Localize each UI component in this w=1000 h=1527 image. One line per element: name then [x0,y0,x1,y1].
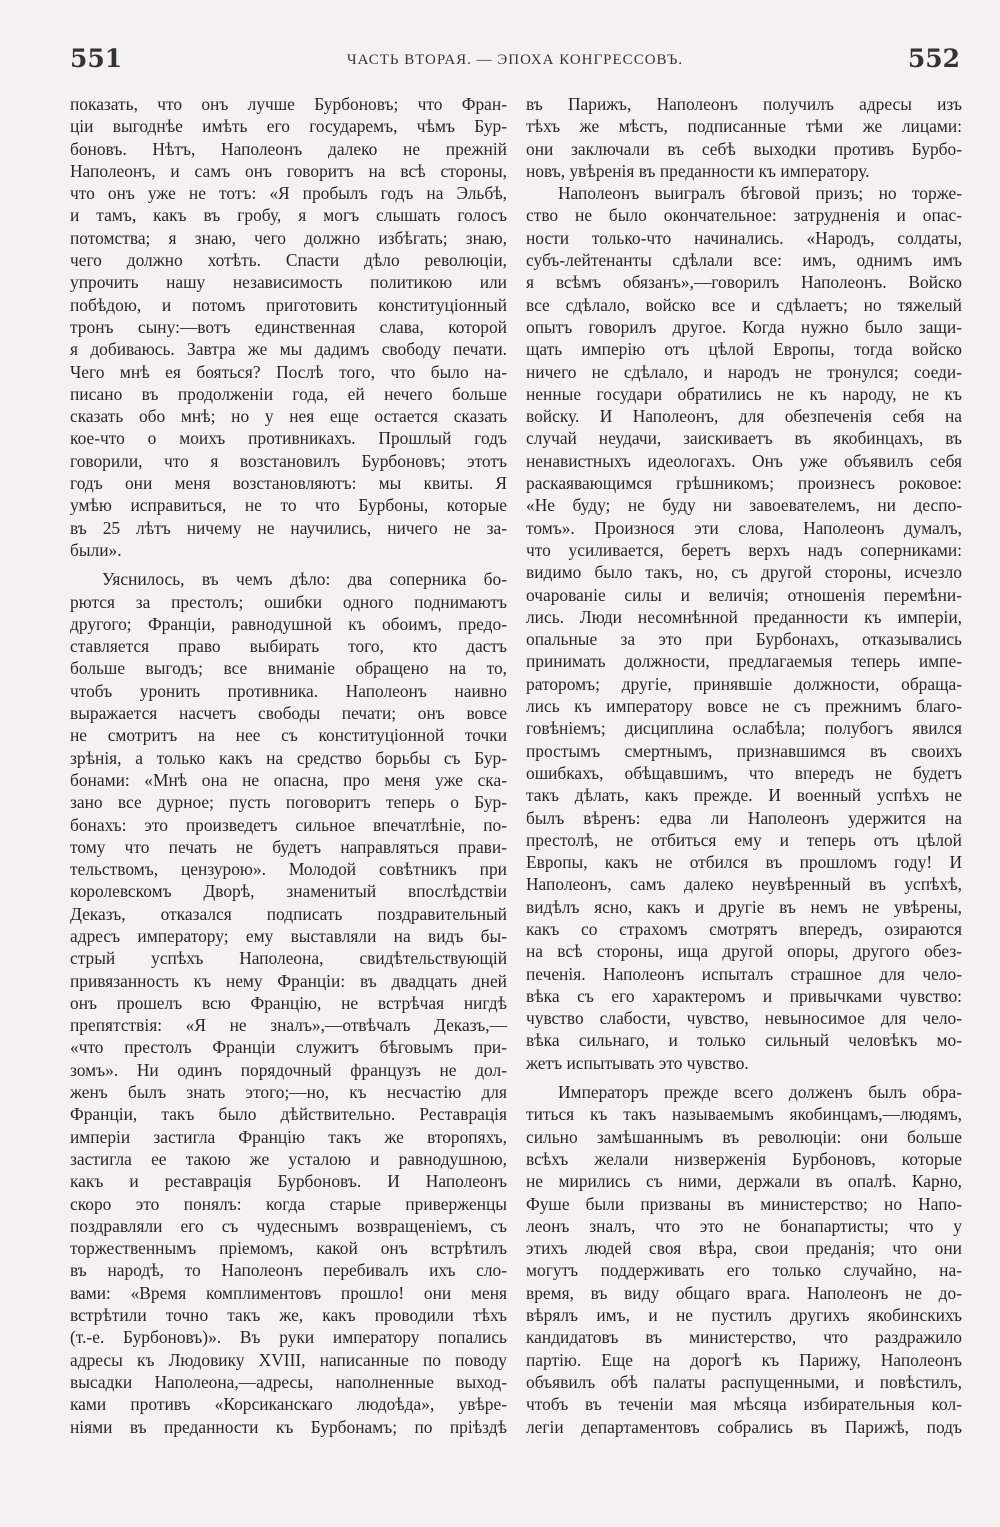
text-line: жетъ испытывать это чувство. [526,1052,749,1073]
text-line: потомства; я знаю, чего должно избѣгать; знаю, [70,227,507,248]
text-line: въ Парижъ, Наполеонъ получилъ адресы изъ [526,94,962,114]
text-line: опальные за это при Бурбонахъ, отказывались [526,629,962,650]
text-line: субъ-лейтенанты сдѣлали все: имъ, однимъ имъ [526,250,962,271]
text-line: зомъ». Ни одинъ порядочный французъ не дол- [70,1059,507,1080]
text-line: они заключали въ себѣ выходки противъ Бурбо- [526,138,962,159]
text-line: что усиливается, беретъ верхъ надъ соперниками: [526,539,962,560]
text-line: принимать должности, предлагаемыя теперь импе- [526,651,962,672]
text-line: бонами: «Мнѣ она не опасна, про меня уже ска- [70,769,507,790]
text-line: торжественнымъ пріемомъ, какой онъ встрѣтилъ [70,1238,507,1259]
text-line: были». [70,539,122,560]
text-line: ненные государи обратились не къ народу, не къ [526,383,962,404]
text-line: годъ они меня возстановляютъ: мы квиты. Я [70,473,507,494]
text-line: тому что печать не будетъ направляться прави- [70,836,507,857]
text-line: ками противъ «Корсиканскаго людоѣда», увѣре- [70,1394,507,1415]
running-header [70,44,960,84]
text-line: зрѣнія, а только какъ на средство борьбы съ Бур- [70,747,507,768]
text-line: адресъ императору; ему выставляли на видъ бы- [70,925,507,946]
text-line: Чего мнѣ ея бояться? Послѣ того, что было на- [70,361,507,382]
text-line: новъ, увѣренія въ преданности къ императору. [526,160,870,181]
text-line: выражается насчетъ свободы печати; онъ вовсе [70,703,507,724]
text-line: печенія. Наполеонъ испыталъ страшное для чело- [526,963,962,984]
text-line: и тамъ, какъ въ гробу, я могъ слышать голосъ [70,205,507,226]
text-line: высадки Наполеона,—адресы, наполненные выход- [70,1371,507,1392]
text-line: показать, что онъ лучше Бурбоновъ; что Фран- [70,94,507,114]
text-line: поздравляли его съ чудеснымъ возвращеніемъ, съ [70,1215,507,1236]
text-line: объявилъ обѣ палаты распущенными, и повѣстилъ, [526,1371,962,1392]
text-line: говѣніемъ; дисциплина ослабѣла; полубогъ явился [526,718,962,739]
text-line: застигла ее такою же усталою и равнодушною, [70,1148,507,1169]
text-line: лись. Люди несомнѣнной преданности къ имперіи, [526,606,962,627]
text-line: побѣдою, и потомъ приготовить конституціонный [70,294,507,315]
text-line: имперіи застигла Францію такъ же второпяхъ, [70,1126,507,1147]
text-line: щать имперію отъ цѣлой Европы, тогда войско [526,339,962,360]
text-line: писано въ продолженіи года, ей нечего больше [70,383,507,404]
right-text-column [526,93,962,1438]
text-line: Наполеонъ, и самъ онъ говоритъ на всѣ стороны, [70,160,507,181]
text-line: время, въ виду общаго врага. Наполеонъ не до- [526,1282,962,1303]
text-line: ненавистныхъ идеологахъ. Онъ уже объявилъ себя [526,450,962,471]
text-line: какъ и реставрація Бурбоновъ. И Наполеонъ [70,1171,507,1192]
text-line: тельствомъ, цензурою». Молодой совѣтникъ при [70,859,507,880]
text-line: королевскомъ Дворѣ, знаменитый впослѣдствіи [70,881,507,902]
text-line: ставляется право выбирать того, кто дастъ [70,636,507,657]
text-line: «что престолъ Франціи служитъ бѣговымъ при- [70,1037,507,1058]
left-text-column [70,93,507,1438]
text-line: чувство слабости, чувство, невыносимое для чело- [526,1008,962,1029]
text-line: (т.-е. Бурбоновъ)». Въ руки императору попались [70,1327,507,1348]
text-line: чтобъ уронить противника. Наполеонъ наивно [70,680,507,701]
text-line: я добиваюсь. Завтра же мы дадимъ свободу печати. [70,339,507,360]
text-line: встрѣтили точно такъ же, какъ проводили тѣхъ [70,1305,507,1326]
text-line: препятствія: «Я не зналъ»,—отвѣчалъ Деказъ,— [70,1015,507,1036]
text-line: былъ вѣренъ: едва ли Наполеонъ удержится на [526,807,962,828]
text-line: умѣю исправиться, не то что Бурбоны, которые [70,495,507,516]
text-line: больше выгодъ; все вниманіе обращено на то, [70,658,507,679]
text-line: въ народѣ, то Наполеонъ перебивалъ ихъ сло- [70,1260,507,1281]
text-line: Европы, какъ не отбился въ прошломъ году! И [526,852,962,873]
text-line: Фуше были призваны въ министерство; но Напо- [526,1193,962,1214]
text-line: ности только-что начинались. «Народъ, солдаты, [526,227,962,248]
text-line: титься къ такъ называемымъ якобинцамъ,—людямъ, [526,1104,962,1125]
text-line: на всѣ стороны, ища другой опоры, другого обез- [526,941,962,962]
text-line: видимо было такъ, но, съ другой стороны, исчезло [526,562,962,583]
text-line: раскаявающимся грѣшникомъ; произнесъ роковое: [526,473,962,494]
text-line: «Не буду; не буду ни завоевателемъ, ни деспо- [526,495,962,516]
text-line: зано все дурное; пусть поговоритъ теперь о Бур- [70,792,507,813]
text-line: раторомъ; другіе, принявшіе должности, обраща- [526,673,962,694]
text-line: упрочить нашу независимость политикою или [70,272,507,293]
text-line: случай неудачи, заискиваетъ въ якобинцахъ, въ [526,428,962,449]
text-line: леонъ зналъ, что это не бонапартисты; что у [526,1215,962,1236]
text-line: боновъ. Нѣтъ, Наполеонъ далеко не прежній [70,138,507,159]
text-line: такъ дѣлать, какъ прежде. И военный успѣхъ не [526,785,962,806]
page-number-right: 552 [907,44,960,73]
text-line: я всѣмъ обязанъ»,—говорилъ Наполеонъ. Войско [526,272,962,293]
text-line: кое-что о моихъ противникахъ. Прошлый годъ [70,428,507,449]
text-line: въ 25 лѣтъ ничему не научились, ничего не за- [70,517,507,538]
text-line: престолѣ, не отбиться ему и теперь отъ цѣлой [526,829,962,850]
text-line: тѣхъ же мѣстъ, подписанные тѣми же лицами: [526,116,962,137]
text-line: стрый успѣхъ Наполеона, свидѣтельствующій [70,948,507,969]
text-line: ство не было окончательное: затрудненія и опас- [526,205,962,226]
text-line: тронъ сыну:—вотъ единственная слава, которой [70,316,507,337]
text-line: кандидатовъ въ министерство, что раздражило [526,1327,962,1348]
text-line: вѣка сильнаго, и только сильный человѣкъ мо- [526,1030,962,1051]
text-line: Императоръ прежде всего долженъ былъ обра- [558,1082,962,1103]
text-line: видѣлъ ясно, какъ и другіе въ немъ не увѣрены, [526,896,962,917]
text-line: партію. Еще на дорогѣ къ Парижу, Наполеонъ [526,1349,962,1370]
text-line: всѣхъ желали низверженія Бурбоновъ, которые [526,1148,962,1169]
text-line: что онъ уже не тотъ: «Я пробылъ годъ на Эльбѣ, [70,183,507,204]
text-line: женъ былъ знать этого;—но, къ несчастію для [70,1082,507,1103]
text-line: вѣка съ его характеромъ и привычками чувство: [526,985,962,1006]
text-line: все сдѣлало, войско все и сдѣлаетъ; но тяжелый [526,294,962,315]
text-line: вѣрялъ имъ, и не пустилъ другихъ якобинскихъ [526,1305,962,1326]
text-line: другого; Франціи, равнодушной къ обоимъ, предо- [70,613,507,634]
text-line: простымъ смертнымъ, признавшимся въ своихъ [526,740,962,761]
text-line: Наполеонъ выигралъ бѣговой призъ; но торже- [558,183,962,204]
text-line: очарованіе силы и величія; отношенія перемѣни- [526,584,962,605]
text-line: адресы къ Людовику XVIII, написанные по поводу [70,1349,507,1370]
text-line: сильно замѣшаннымъ въ революціи: они больше [526,1126,962,1147]
text-line: скоро это понялъ: когда старые приверженцы [70,1193,507,1214]
text-line: легіи департаментовъ собрались въ Парижѣ, подъ [526,1416,962,1437]
text-line: сказать обо мнѣ; но у нея еще остается сказать [70,406,507,427]
text-line: Наполеонъ, самъ далеко неувѣренный въ успѣхѣ, [526,874,962,895]
running-title: ЧАСТЬ ВТОРАЯ. — ЭПОХА КОНГРЕССОВЪ. [346,52,684,68]
text-line: ніями въ преданности къ Бурбонамъ; по пріѣздѣ [70,1416,507,1437]
text-line: войску. И Наполеонъ, для обезпеченія себя на [526,406,962,427]
text-line: Деказъ, отказался подписать поздравительный [70,903,507,924]
text-line: не мирились съ ними, держали въ опалѣ. Карно, [526,1171,962,1192]
text-line: томъ». Произнося эти слова, Наполеонъ думалъ, [526,517,962,538]
text-line: чего должно хотѣть. Спасти дѣло революціи, [70,250,507,271]
paragraph-gap [70,561,507,568]
text-line: этихъ людей своя вѣра, свои преданія; что они [526,1238,962,1259]
text-line: рются за престолъ; ошибки одного поднимаютъ [70,591,507,612]
page-number-left: 551 [70,44,123,73]
text-line: чтобъ въ теченіи мая мѣсяца избирательныя кол- [526,1394,962,1415]
paragraph-gap [526,1074,962,1081]
text-line: ціи выгоднѣе имѣть его государемъ, чѣмъ Бур- [70,116,507,137]
text-line: какъ со страхомъ смотрятъ впередъ, озираются [526,918,962,939]
text-line: не смотритъ на нее съ конституціонной точки [70,725,507,746]
text-line: могутъ поддерживать его только случайно, на- [526,1260,962,1281]
text-line: ничего не сдѣлало, и народъ не тронулся; соеди- [526,361,962,382]
text-line: лись къ императору вовсе не съ прежнимъ благо- [526,696,962,717]
text-line: опытъ говорилъ другое. Когда нужно было защи- [526,316,962,337]
text-line: Франціи, такъ было дѣйствительно. Реставрація [70,1104,507,1125]
text-line: онъ прошелъ всю Францію, не встрѣчая нигдѣ [70,992,507,1013]
text-line: Уяснилось, въ чемъ дѣло: два соперника бо- [102,569,507,590]
text-line: привязанность къ нему Франціи: въ двадцать дней [70,970,507,991]
text-line: ошибкахъ, обѣщавшимъ, что впередъ не будетъ [526,762,962,783]
text-line: говорили, что я возстановилъ Бурбоновъ; этотъ [70,450,507,471]
text-line: вами: «Время комплиментовъ прошло! они меня [70,1282,507,1303]
text-line: бонахъ: это произведетъ сильное впечатлѣніе, по- [70,814,507,835]
